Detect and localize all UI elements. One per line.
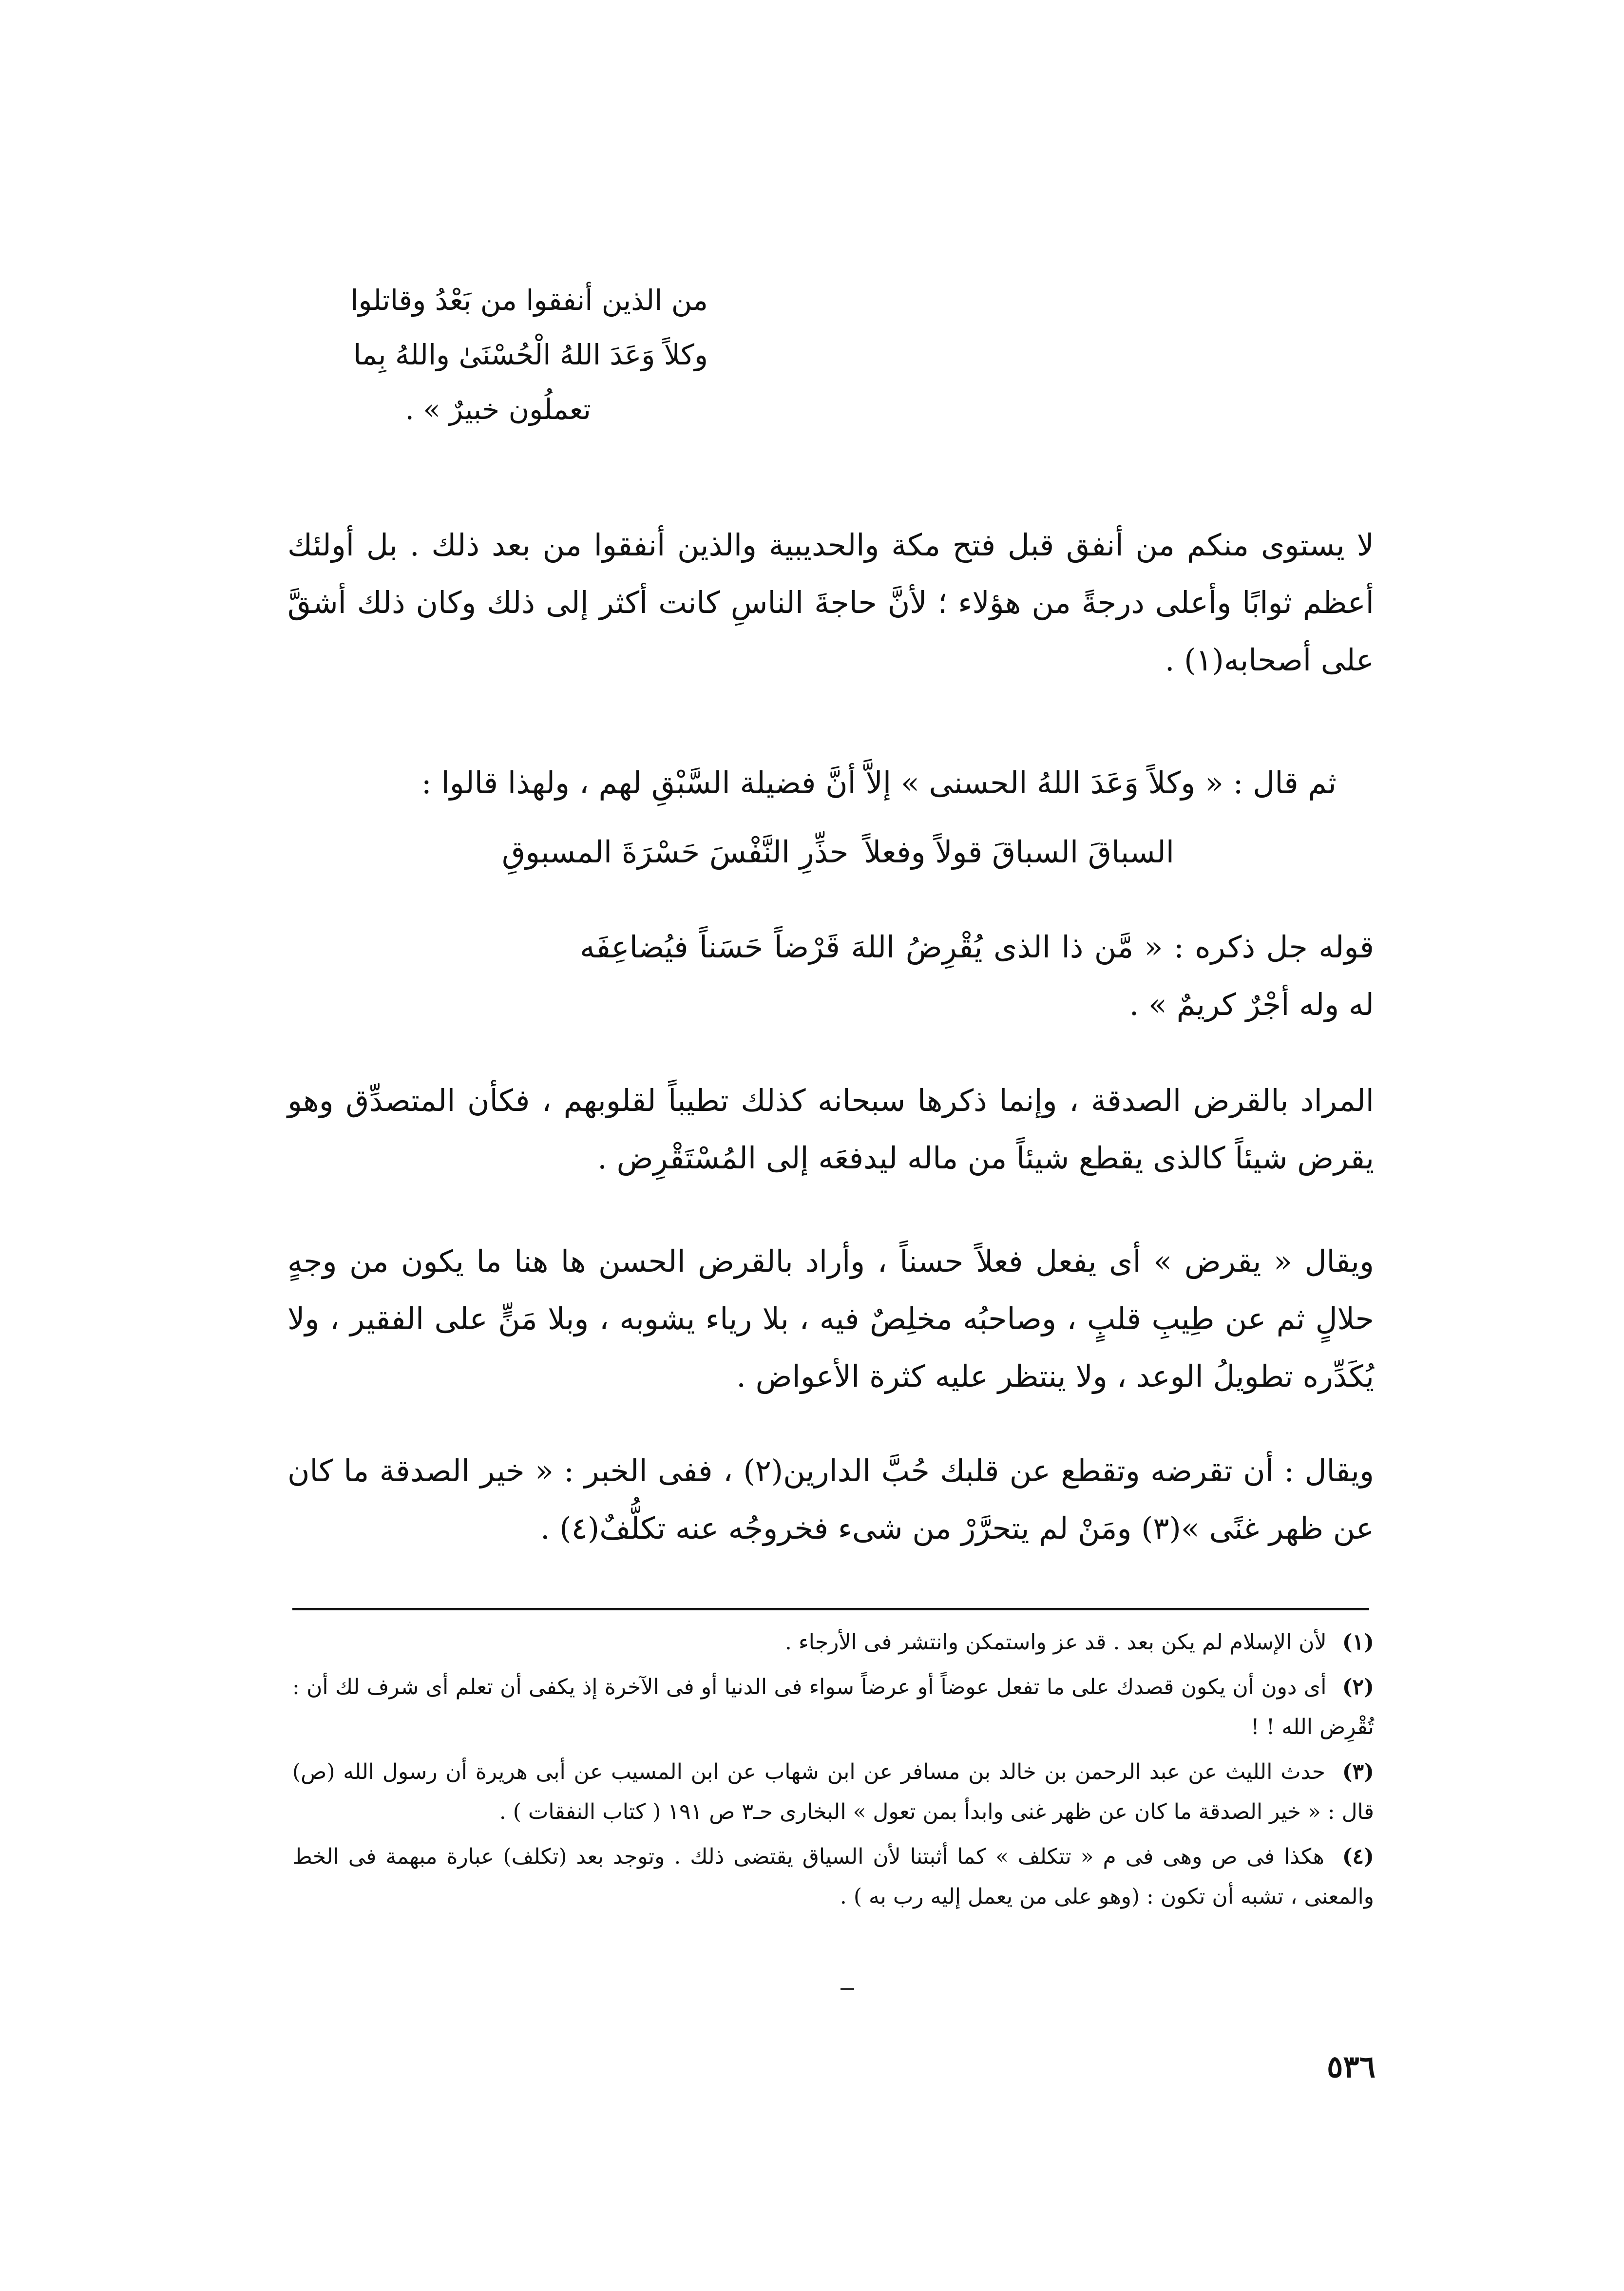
paragraph-commentary-3: المراد بالقرض الصدقة ، وإنما ذكرها سبحانه كذلك تطيباً لقلوبهم ، فكأن المتصدِّق وهو يقرض شيئاً كالذى يقطع شيئاً من ماله ليدفعَه إلى المُسْتَقْرِض .	[287, 1083, 1374, 1176]
paragraph-commentary-4: ويقال « يقرض » أى يفعل فعلاً حسناً ، وأراد بالقرض الحسن ها هنا ما يكون من وجهٍ حلالٍ ثم عن طِيبِ قلبٍ ، وصاحبُه مخلِصٌ فيه ، بلا رياء يشوبه ، وبلا مَنٍّ على الفقير ، ولا يُكَدِّره تطويلُ الوعد ، ولا ينتظر عليه كثرة الأعواض .	[287, 1243, 1374, 1394]
footnote-4	[292, 1837, 1374, 1917]
quran-verse-continuation	[240, 273, 708, 437]
footnote-divider	[292, 1608, 1369, 1610]
footnote-number: (١)	[1342, 1630, 1374, 1655]
footnote-1	[292, 1623, 1374, 1662]
poem-verse	[502, 823, 1174, 881]
end-dash	[841, 1988, 854, 1990]
footnote-2	[292, 1667, 1374, 1747]
quran-verse-quote: قوله جل ذكره : « مَّن ذا الذى يُقْرِضُ اللهَ قَرْضاً حَسَناً فيُضاعِفَه له وله أجْرٌ كريمٌ » .	[580, 929, 1374, 1022]
verse-line-2: وكلاً وَعَدَ اللهُ الْحُسْنَىٰ واللهُ بِما	[353, 338, 708, 371]
footnote-number: (٢)	[1342, 1675, 1374, 1699]
verse-line-1: من الذين أنفقوا من بَعْدُ وقاتلوا	[350, 284, 708, 317]
verse-line-3: تعملُون خبيرٌ » .	[405, 393, 591, 426]
poem-hemistich-1: السباقَ السباقَ قولاً وفعلاً	[864, 834, 1174, 870]
poem-hemistich-2: حذِّرِ النَّفْسَ حَسْرَةَ المسبوقِ	[502, 834, 849, 870]
footnote-text: هكذا فى ص وهى فى م « تتكلف » كما أثبتنا لأن السياق يقتضى ذلك . وتوجد بعد (تكلف) عبارة مبهمة فى الخط والمعنى ، تشبه أن تكون : (وهو على من يعمل إليه رب به ) .	[292, 1844, 1374, 1909]
paragraph-commentary-1: لا يستوى منكم من أنفق قبل فتح مكة والحديبية والذين أنفقوا من بعد ذلك . بل أولئك أعظم ثوابًا وأعلى درجةً من هؤلاء ؛ لأنَّ حاجةَ الناسِ كانت أكثر إلى ذلك وكان ذلك أشقَّ على أصحابه(١) .	[287, 527, 1374, 678]
footnotes-section	[292, 1623, 1374, 1922]
paragraph-commentary-5: ويقال : أن تقرضه وتقطع عن قلبك حُبَّ الدارين(٢) ، ففى الخبر : « خير الصدقة ما كان عن ظهر غنًى »(٣) ومَنْ لم يتحرَّرْ من شىء فخروجُه عنه تكلُّفٌ(٤) .	[287, 1453, 1374, 1546]
page-number: ٥٣٦	[1327, 2049, 1376, 2084]
paragraph-commentary-2: ثم قال : « وكلاً وَعَدَ اللهُ الحسنى » إلاَّ أنَّ فضيلة السَّبْقِ لهم ، ولهذا قالوا :	[421, 765, 1337, 801]
footnote-text: أى دون أن يكون قصدك على ما تفعل عوضاً أو عرضاً سواء فى الدنيا أو فى الآخرة إذ يكفى أن تعلم أى شرف لك أن : تُقْرِض الله ! !	[292, 1675, 1374, 1739]
footnote-text: لأن الإسلام لم يكن بعد . قد عز واستمكن وانتشر فى الأرجاء .	[784, 1630, 1327, 1655]
footnote-text: حدث الليث عن عبد الرحمن بن خالد بن مسافر عن ابن شهاب عن ابن المسيب عن أبى هريرة أن رسول الله (ص) قال : « خير الصدقة ما كان عن ظهر غنى وابدأ بمن تعول » البخارى حـ٣ ص ١٩١ ( كتاب النفقات ) .	[292, 1759, 1374, 1824]
footnote-number: (٤)	[1342, 1844, 1374, 1869]
footnote-3	[292, 1752, 1374, 1832]
footnote-number: (٣)	[1342, 1759, 1374, 1784]
